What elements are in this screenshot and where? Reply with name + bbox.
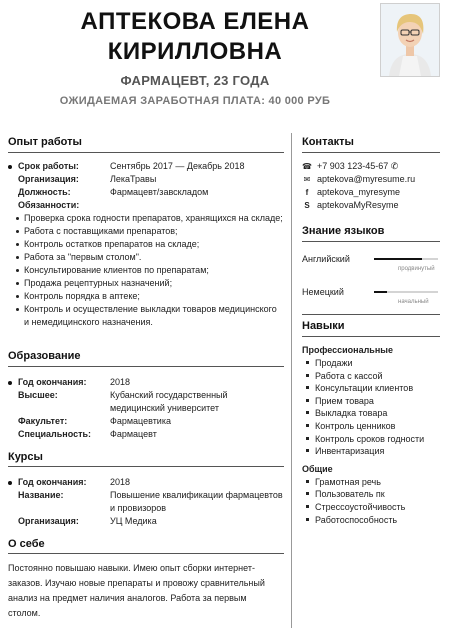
- course-name-label: Название:: [18, 490, 64, 500]
- timeline-dot: [8, 165, 12, 169]
- list-item: Продажи: [315, 357, 442, 370]
- facebook-value: aptekova_myresyme: [317, 187, 401, 197]
- skills-section: [302, 344, 442, 526]
- contacts-title: Контакты: [302, 136, 354, 148]
- experience-rule: [8, 152, 284, 153]
- languages-bottom-rule: [302, 314, 440, 315]
- list-item: Контроль и осуществление выкладки товаров медицинского и немедицинского назначения.: [24, 303, 284, 329]
- org-label: Организация:: [18, 174, 79, 184]
- phone-icon: ☎: [302, 162, 312, 171]
- about-text: Постоянно повышаю навыки. Имею опыт сборки интернет-заказов. Изучаю новые препараты и провожу сравнительный анализ на предмет наличия аналогов. Работа за первым столом.: [8, 563, 265, 618]
- list-item: Консультации клиентов: [315, 382, 442, 395]
- list-item: Контроль сроков годности: [315, 433, 442, 446]
- expected-salary: ОЖИДАЕМАЯ ЗАРАБОТНАЯ ПЛАТА: 40 000 РУБ: [59, 95, 331, 107]
- list-item: Консультирование клиентов по препаратам;: [24, 264, 284, 277]
- language-name: Английский: [302, 254, 350, 264]
- contact-email[interactable]: [302, 173, 442, 186]
- email-icon: ✉: [303, 175, 311, 184]
- list-item: Контроль порядка в аптеке;: [24, 290, 284, 303]
- course-org-label: Организация:: [18, 516, 79, 526]
- professional-skills-title: Профессиональные: [302, 345, 393, 355]
- language-level-bar: [374, 258, 438, 260]
- course-year-row: [8, 476, 284, 489]
- profile-photo: [380, 3, 440, 77]
- column-divider: [291, 133, 292, 628]
- education-specialty-row: [8, 428, 284, 441]
- language-name: Немецкий: [302, 287, 344, 297]
- languages-rule: [302, 241, 440, 242]
- skype-icon: S: [304, 201, 310, 210]
- list-item: Прием товара: [315, 395, 442, 408]
- duties-label: Обязанности:: [18, 200, 80, 210]
- list-item: Пользователь пк: [315, 488, 442, 501]
- list-item: Проверка срока годности препаратов, хранящихся на складе;: [24, 213, 283, 223]
- email-value: aptekova@myresume.ru: [317, 174, 416, 184]
- course-org-row: [8, 515, 284, 528]
- specialty-label: Специальность:: [18, 429, 92, 439]
- list-item: Инвентаризация: [315, 445, 442, 458]
- list-item: Продажа рецептурных назначений;: [24, 277, 284, 290]
- course-name-value: Повышение квалификации фармацевтов и провизоров: [110, 490, 283, 513]
- language-level-bar: [374, 291, 438, 293]
- edu-year-label: Год окончания:: [18, 377, 87, 387]
- education-higher-row: [8, 389, 284, 415]
- list-item: Стрессоустойчивость: [315, 501, 442, 514]
- education-faculty-row: [8, 415, 284, 428]
- contact-phone[interactable]: [302, 160, 442, 173]
- general-skills-list: [302, 476, 442, 526]
- skills-rule: [302, 336, 440, 337]
- faculty-value: Фармацевтика: [110, 416, 171, 426]
- experience-section: [8, 160, 284, 329]
- professional-skills-list: [302, 357, 442, 458]
- full-name-line-1: АПТЕКОВА ЕЛЕНА: [80, 8, 310, 35]
- list-item: Контроль остатков препаратов на складе;: [24, 238, 284, 251]
- period-label: Срок работы:: [18, 161, 79, 171]
- position-title: ФАРМАЦЕВТ, 23 ГОДА: [120, 73, 270, 88]
- general-skills-title: Общие: [302, 463, 333, 474]
- list-item: Контроль ценников: [315, 420, 442, 433]
- skills-title: Навыки: [302, 320, 345, 332]
- org-value: ЛекаТравы: [110, 174, 157, 184]
- edu-year-value: 2018: [110, 377, 131, 387]
- timeline-dot: [8, 481, 12, 485]
- experience-org-row: [8, 173, 284, 186]
- language-level-fill: [374, 258, 422, 260]
- education-year-row: [8, 376, 284, 389]
- courses-rule: [8, 466, 284, 467]
- course-year-label: Год окончания:: [18, 477, 87, 487]
- contact-skype[interactable]: [302, 199, 442, 212]
- phone-value: +7 903 123-45-67 ✆: [317, 161, 399, 171]
- about-rule: [8, 553, 284, 554]
- higher-value: Кубанский государственный медицинский университет: [110, 390, 228, 413]
- role-value: Фармацевт/завскладом: [110, 187, 209, 197]
- list-item: Грамотная речь: [315, 476, 442, 489]
- languages-title: Знание языков: [302, 225, 385, 237]
- education-section: [8, 376, 284, 441]
- education-rule: [8, 366, 284, 367]
- contacts-rule: [302, 152, 440, 153]
- higher-label: Высшее:: [18, 390, 58, 400]
- role-label: Должность:: [18, 187, 71, 197]
- language-level-label: начальный: [398, 299, 429, 305]
- about-title: О себе: [8, 538, 45, 550]
- specialty-value: Фармацевт: [110, 429, 157, 439]
- experience-title: Опыт работы: [8, 136, 82, 148]
- contact-facebook[interactable]: [302, 186, 442, 199]
- course-year-value: 2018: [110, 477, 131, 487]
- experience-role-row: [8, 186, 284, 199]
- timeline-dot: [8, 381, 12, 385]
- experience-duties-row: [8, 199, 284, 212]
- list-item: Выкладка товара: [315, 407, 442, 420]
- list-item: Работа за "первым столом".: [24, 251, 284, 264]
- list-item: Работоспособность: [315, 514, 442, 527]
- course-org-value: УЦ Медика: [110, 516, 157, 526]
- skype-value: aptekovaMyResyme: [317, 200, 399, 210]
- resume-header: [0, 0, 450, 120]
- courses-title: Курсы: [8, 451, 43, 463]
- contacts-section: [302, 160, 442, 212]
- language-row: [302, 254, 442, 276]
- duties-list: [8, 212, 284, 329]
- language-level-label: продвинутый: [398, 266, 435, 272]
- language-row: [302, 287, 442, 309]
- facebook-icon: f: [305, 188, 309, 197]
- courses-section: [8, 476, 284, 528]
- full-name-line-2: КИРИЛЛОВНА: [107, 38, 283, 65]
- list-item: Работа с поставщиками препаратов;: [24, 225, 284, 238]
- avatar-illustration: [381, 4, 439, 76]
- course-name-row: [8, 489, 284, 515]
- list-item: Работа с кассой: [315, 370, 442, 383]
- experience-period-row: [8, 160, 284, 173]
- period-value: Сентябрь 2017 — Декабрь 2018: [110, 161, 245, 171]
- faculty-label: Факультет:: [18, 416, 68, 426]
- language-level-fill: [374, 291, 387, 293]
- education-title: Образование: [8, 350, 81, 362]
